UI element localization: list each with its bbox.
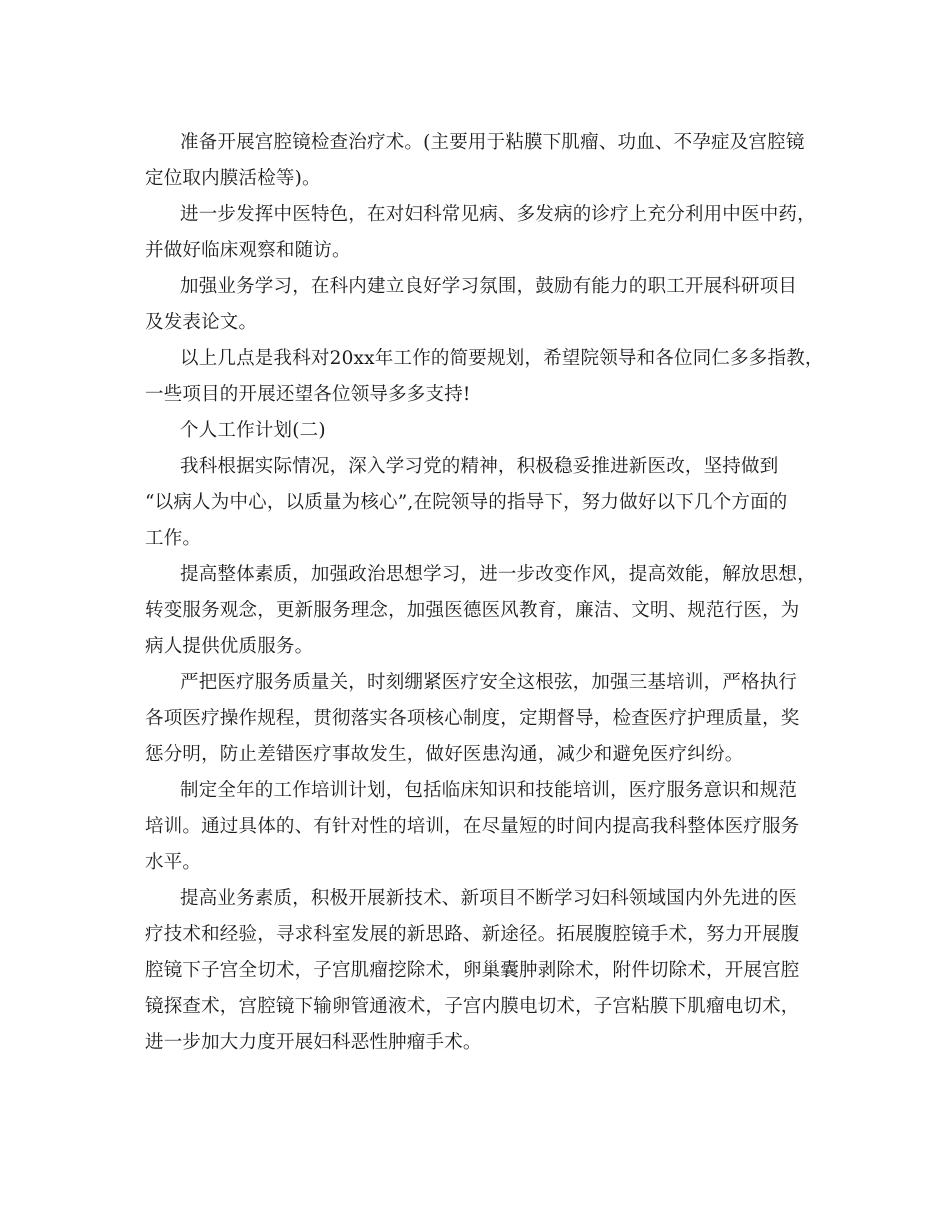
text-line: 各项医疗操作规程，贯彻落实各项核心制度，定期督导，检查医疗护理质量，奖: [145, 708, 800, 729]
text-line: 水平。: [145, 852, 202, 873]
text-line: 惩分明，防止差错医疗事故发生，做好医患沟通，减少和避免医疗纠纷。: [145, 744, 744, 765]
text-line: 腔镜下子宫全切术，子宫肌瘤挖除术，卵巢囊肿剥除术，附件切除术，开展宫腔: [145, 960, 800, 981]
text-line: 及发表论文。: [145, 312, 258, 333]
text-line: 一些项目的开展还望各位领导多多支持!: [145, 384, 471, 405]
text-line: 培训。通过具体的、有针对性的培训，在尽量短的时间内提高我科整体医疗服务: [145, 816, 800, 837]
text-line: 提高业务素质，积极开展新技术、新项目不断学习妇科领域国内外先进的医: [180, 888, 798, 909]
text-line: 制定全年的工作培训计划，包括临床知识和技能培训，医疗服务意识和规范: [180, 780, 798, 801]
text-line: 以上几点是我科对20xx年工作的简要规划，希望院领导和各位同仁多多指教，: [180, 348, 824, 369]
text-line: 并做好临床观察和随访。: [145, 240, 351, 261]
text-line: 我科根据实际情况，深入学习党的精神，积极稳妥推进新医改，坚持做到: [180, 456, 779, 477]
text-line: 转变服务观念，更新服务理念，加强医德医风教育，廉洁、文明、规范行医，为: [145, 600, 800, 621]
text-line: 准备开展宫腔镜检查治疗术。(主要用于粘膜下肌瘤、功血、不孕症及宫腔镜: [180, 132, 805, 153]
text-line: 疗技术和经验，寻求科室发展的新思路、新途径。拓展腹腔镜手术，努力开展腹: [145, 924, 800, 945]
text-line: 定位取内膜活检等)。: [145, 168, 321, 189]
text-line: 严把医疗服务质量关，时刻绷紧医疗安全这根弦，加强三基培训，严格执行: [180, 672, 798, 693]
text-line: 工作。: [145, 528, 202, 549]
text-line: 进一步加大力度开展妇科恶性肿瘤手术。: [145, 1032, 482, 1053]
text-line: “以病人为中心，以质量为核心”,在院领导的指导下，努力做好以下几个方面的: [145, 492, 788, 513]
text-line: 进一步发挥中医特色，在对妇科常见病、多发病的诊疗上充分利用中医中药，: [180, 204, 816, 225]
text-line: 加强业务学习，在科内建立良好学习氛围，鼓励有能力的职工开展科研项目: [180, 276, 798, 297]
section-heading: 个人工作计划(二): [180, 420, 326, 441]
text-line: 提高整体素质，加强政治思想学习，进一步改变作风，提高效能，解放思想，: [180, 564, 816, 585]
text-line: 病人提供优质服务。: [145, 636, 314, 657]
text-line: 镜探查术，宫腔镜下输卵管通液术，子宫内膜电切术，子宫粘膜下肌瘤电切术，: [145, 996, 800, 1017]
